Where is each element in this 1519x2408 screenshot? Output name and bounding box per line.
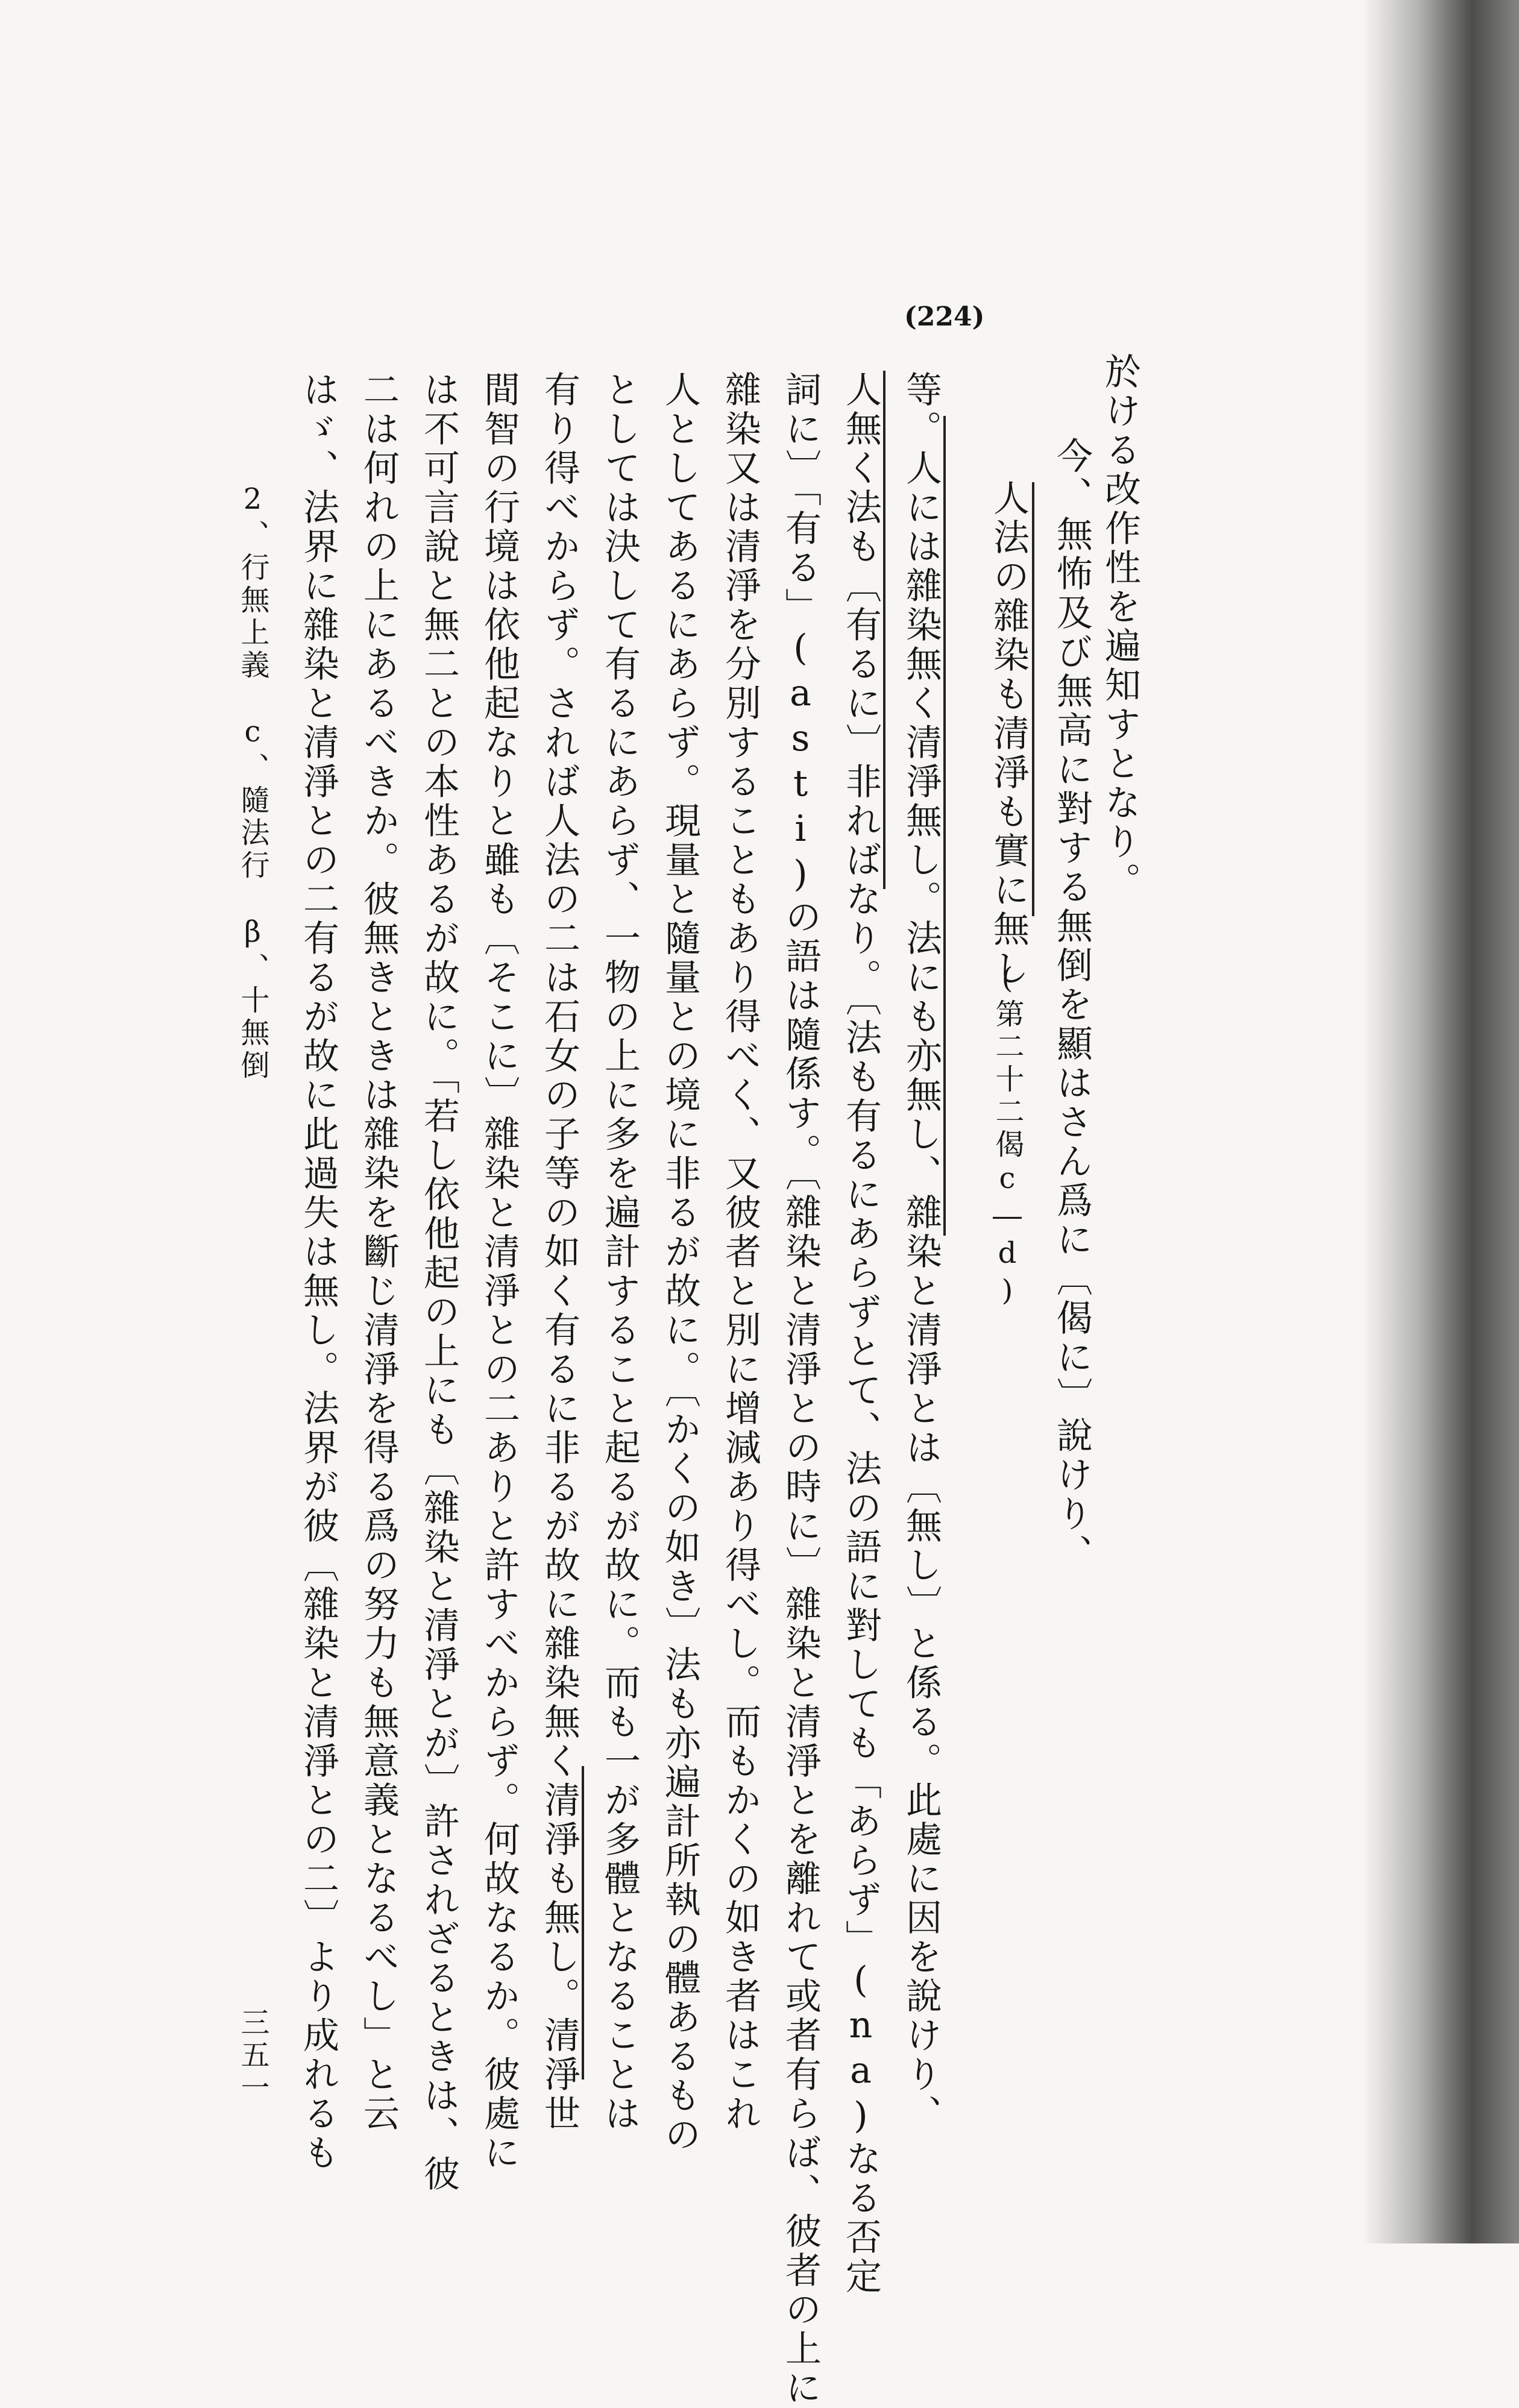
text-line: 有り得べからず。されば人法の二は石女の子等の如く有るに非るが故に雜染無く清淨も無し。清淨世 xyxy=(538,371,580,2134)
binding-shadow xyxy=(1362,0,1519,2243)
underline-rule xyxy=(582,1766,584,2079)
text-line: としては決して有るにあらず、一物の上に多を遍計すること起るが故に。而も一が多體となることは xyxy=(599,371,641,2134)
verse-sideline xyxy=(1032,482,1034,916)
text-line: 人としてあるにあらず。現量と隨量との境に非るが故に。〔かくの如き〕法も亦遍計所執の體あるもの xyxy=(659,371,701,2155)
text-line: は不可言說と無二との本性あるが故に。「若し依他起の上にも〔雜染と清淨とが〕許されざるときは、彼 xyxy=(418,371,460,2194)
verse-reference: (第二十二偈c―d) xyxy=(990,961,1024,1311)
page-number: (224) xyxy=(904,301,985,332)
text-line: 等。人には雜染無く清淨無し。法にも亦無し、雜染と清淨とは〔無し〕と係る。此處に因を說けり、 xyxy=(900,371,942,2134)
text-line: 人無く法も〔有るに〕非ればなり。〔法も有るにあらずとて、法の語に對しても「あらず」(na)なる否定 xyxy=(840,371,882,2296)
underline-rule xyxy=(883,371,885,889)
text-line: 雜染又は清淨を分別することもあり得べく、又彼者と別に增減あり得べし。而もかくの如き者はこれ xyxy=(719,371,761,2134)
verse-line: 人法の雜染も清淨も實に無し xyxy=(987,479,1030,989)
running-footer: 2、行無上義 c、隨法行 β、十無倒 xyxy=(236,482,269,1083)
text-line: 詞に〕「有る」(asti)の語は隨係す。〔雜染と清淨との時に〕雜染と清淨とを離れて或者有らば、彼者の上に xyxy=(779,371,822,2408)
kanji-page-number: 三五一 xyxy=(236,2007,269,2105)
text-line: 間智の行境は依他起なりと雖も〔そこに〕雜染と清淨との二ありと許すべからず。何故なるか。彼處に xyxy=(478,371,520,2173)
text-line: 二は何れの上にあるべきか。彼無きときは雜染を斷じ清淨を得る爲の努力も無意義となるべし」と云 xyxy=(357,371,400,2134)
text-line: はゞ、法界に雜染と清淨との二有るが故に此過失は無し。法界が彼〔雜染と清淨との二〕より成れるも xyxy=(297,371,339,2173)
text-line: 今、無怖及び無高に對する無倒を顯はさん爲に〔偈に〕說けり、 xyxy=(1051,437,1093,1573)
underline-rule xyxy=(943,416,946,1236)
text-line: 於ける改作性を遍知すとなり。 xyxy=(1099,353,1141,901)
